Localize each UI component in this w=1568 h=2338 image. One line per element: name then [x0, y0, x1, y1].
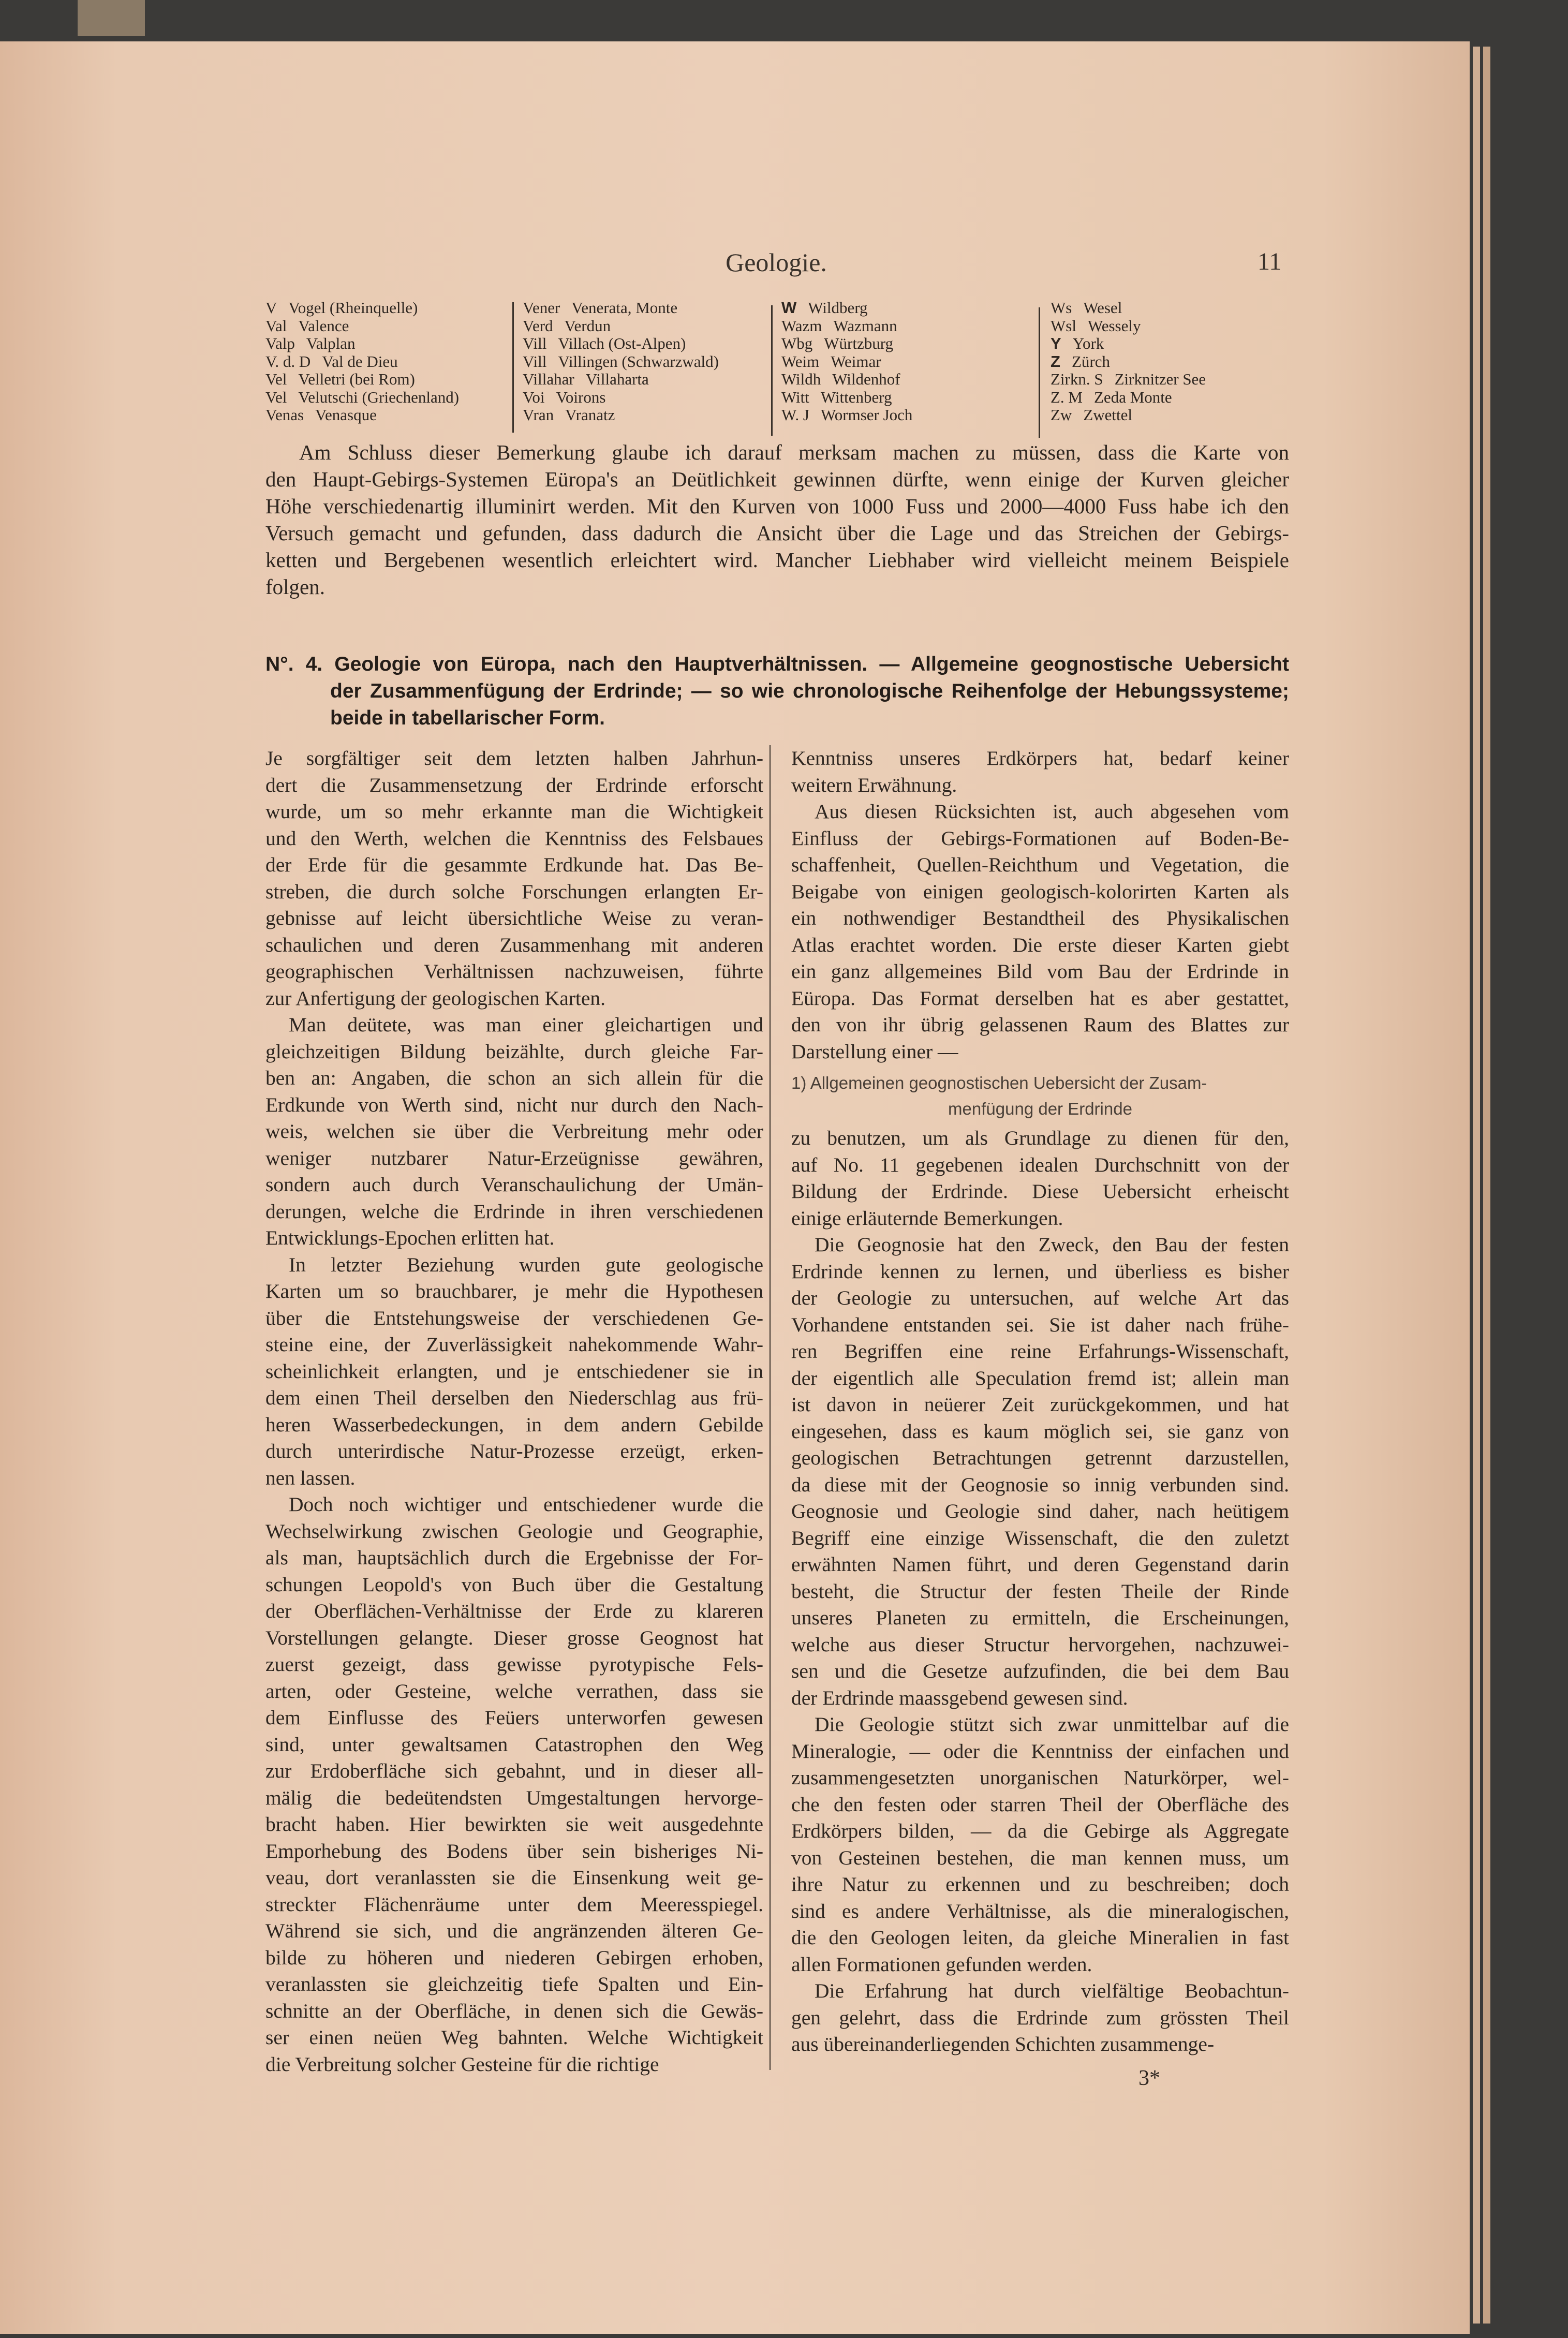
text-line: bilde zu höheren und niederen Gebirgen erhoben, [265, 1946, 763, 1969]
place-name: Vogel (Rheinquelle) [288, 299, 418, 317]
text-line: schungen Leopold's von Buch über die Gestaltung [265, 1573, 763, 1596]
column-divider [771, 305, 773, 436]
text-line: weis, welchen sie über die Verbreitung mehr oder [265, 1120, 763, 1143]
subheading [791, 1070, 1289, 1122]
text-line: Erdkunde von Werth sind, nicht nur durch den Nach- [265, 1093, 763, 1116]
text-line: der Oberflächen-Verhältnisse der Erde zu klareren [265, 1600, 763, 1622]
text-line: Geognosie und Geologie sind daher, nach heütigem [791, 1500, 1289, 1522]
index-entry [265, 406, 459, 424]
index-entry [1051, 335, 1206, 353]
index-entry [523, 317, 719, 335]
text-line: Darstellung einer — [791, 1040, 958, 1063]
paragraph [265, 745, 763, 1012]
abbreviation: Ws [1051, 299, 1072, 317]
place-name: Zürch [1071, 352, 1110, 371]
text-line: Die Geologie stützt sich zwar unmittelbar auf die [815, 1713, 1289, 1736]
text-line: Je sorgfältiger seit dem letzten halben Jahrhun- [265, 747, 763, 770]
paragraph [265, 1252, 763, 1492]
abbreviation: Vel [265, 370, 287, 388]
abbreviation: Weim [781, 352, 820, 371]
text-line: die den Geologen leiten, da gleiche Mineralien in fast [791, 1926, 1289, 1949]
text-line: folgen. [265, 575, 325, 599]
index-entry [523, 353, 719, 371]
abbreviation: Voi [523, 388, 545, 406]
text-line: besteht, die Structur der festen Theile der Rinde [791, 1579, 1289, 1603]
text-line: dem Einflusse des Feüers unterworfen gewesen [265, 1706, 763, 1729]
text-line: auf No. 11 gegebenen idealen Durchschnitt von der [791, 1153, 1289, 1176]
place-name: Val de Dieu [322, 352, 398, 371]
index-entry [523, 335, 719, 353]
abbreviation: Witt [781, 388, 809, 406]
paragraph [791, 1978, 1289, 2058]
text-line: Atlas erachtet worden. Die erste dieser Karten giebt [791, 933, 1289, 956]
text-line: zur Anfertigung der geologischen Karten. [265, 986, 606, 1010]
place-name: York [1072, 334, 1104, 352]
text-line: schaffenheit, Quellen-Reichthum und Vegetation, die [791, 853, 1289, 876]
text-line: ein ganz allgemeines Bild vom Bau der Erdrinde in [791, 960, 1289, 983]
text-line: heren Wasserbedeckungen, in dem andern Gebilde [265, 1413, 763, 1436]
index-entry [523, 299, 719, 317]
bookmark-tab [78, 0, 145, 36]
text-line: zuerst gezeigt, dass gewisse pyrotypische Fels- [265, 1653, 763, 1676]
index-entry [781, 299, 912, 317]
paragraph [265, 1491, 763, 2078]
text-line: steine eine, der Zuverlässigkeit nahekommende Wahr- [265, 1333, 763, 1356]
text-line: mälig die bedeütendsten Umgestaltungen hervorge- [265, 1786, 763, 1809]
paragraph [791, 1232, 1289, 1711]
text-line: Höhe verschiedenartig illuminirt werden. Mit den Kurven von 1000 Fuss und 2000—4000 Fuss habe ich den [265, 494, 1289, 518]
text-line: nen lassen. [265, 1466, 356, 1489]
text-line: Doch noch wichtiger und entschiedener wurde die [289, 1493, 763, 1516]
place-name: Zirknitzer See [1114, 370, 1206, 388]
abbreviation: Verd [523, 316, 553, 335]
index-column [265, 299, 459, 424]
text-line: zu benutzen, um als Grundlage zu dienen für den, [791, 1127, 1289, 1149]
abbreviation: Villahar [523, 370, 574, 388]
text-line: Versuch gemacht und gefunden, dass dadurch die Ansicht über die Lage und das Streichen der Gebirgs- [265, 521, 1289, 545]
column-divider [1039, 307, 1040, 438]
section-heading [265, 651, 1289, 732]
place-name: Wessely [1087, 316, 1141, 335]
text-line: den Haupt-Gebirgs-Systemen Eüropa's an Deütlichkeit gewinnen dürfte, wenn einige der Kurven gleicher [265, 467, 1289, 491]
text-line: weitern Erwähnung. [791, 773, 957, 796]
abbreviation: Z. M [1051, 388, 1083, 406]
abbreviation: Zw [1051, 406, 1072, 424]
text-line: Mineralogie, — oder die Kenntniss der einfachen und [791, 1739, 1289, 1763]
text-line: ketten und Bergebenen wesentlich erleichtert wird. Mancher Liebhaber wird vielleicht meinem Beispiele [265, 548, 1289, 572]
text-line: weniger nutzbarer Natur-Erzeügnisse gewähren, [265, 1146, 763, 1170]
index-entry [265, 389, 459, 407]
index-entry [1051, 406, 1206, 424]
index-column [1051, 299, 1206, 424]
text-line: die Verbreitung solcher Gesteine für die richtige [265, 2052, 659, 2076]
place-name: Valplan [306, 334, 356, 352]
text-line: Vorstellungen gelangte. Dieser grosse Geognost hat [265, 1626, 763, 1649]
abbreviation: Z [1051, 352, 1060, 371]
paragraph [265, 1012, 763, 1252]
abbreviation: W. J [781, 406, 809, 424]
text-line: welche aus dieser Structur hervorgehen, nachzuwei- [791, 1633, 1289, 1656]
place-name: Zeda Monte [1094, 388, 1172, 406]
place-name: Venerata, Monte [571, 299, 678, 317]
paragraph [791, 1711, 1289, 1978]
text-line: scheinlichkeit erlangten, und je entschiedener sie in [265, 1359, 763, 1383]
text-line: Am Schluss dieser Bemerkung glaube ich darauf merksam machen zu müssen, dass die Karte von [299, 440, 1289, 464]
text-line: geographischen Verhältnissen nachzuweisen, führte [265, 960, 763, 983]
paragraph [791, 745, 1289, 798]
place-name: Wormser Joch [820, 406, 913, 424]
place-name: Würtzburg [824, 334, 893, 352]
place-name: Velutschi (Griechenland) [298, 388, 460, 406]
place-name: Zwettel [1083, 406, 1133, 424]
index-entry [781, 353, 912, 371]
index-entry [1051, 353, 1206, 371]
column-divider [770, 745, 771, 2070]
abbreviation: Venas [265, 406, 304, 424]
text-line: Eüropa. Das Format derselben hat es aber gestattet, [791, 986, 1289, 1010]
place-name: Villingen (Schwarzwald) [558, 352, 719, 371]
text-line: ist davon in neüerer Zeit zurückgekommen, und hat [791, 1393, 1289, 1416]
text-line: der Geologie zu untersuchen, auf welche Art das [791, 1286, 1289, 1309]
place-name: Weimar [831, 352, 881, 371]
text-line: unseres Planeten zu ermitteln, die Erscheinungen, [791, 1606, 1289, 1629]
text-line: aus übereinanderliegenden Schichten zusammenge- [791, 2033, 1215, 2055]
text-line: Erdkörpers bilden, — da die Gebirge als Aggregate [791, 1819, 1289, 1842]
paragraph [791, 798, 1289, 1065]
text-line: Man deütete, was man einer gleichartigen und [289, 1013, 763, 1036]
abbreviation: Wildh [781, 370, 821, 388]
abbreviation: Wazm [781, 316, 822, 335]
index-entry [265, 371, 459, 389]
text-line: ren Begriffen eine reine Erfahrungs-Wissenschaft, [791, 1340, 1289, 1363]
text-line: zur Erdoberfläche sich gebahnt, und in dieser all- [265, 1759, 763, 1782]
subheading-line: 1) Allgemeinen geognostischen Uebersicht der Zusam- [791, 1073, 1207, 1092]
index-entry [1051, 299, 1206, 317]
abbreviation: W [781, 299, 797, 317]
index-entry [781, 389, 912, 407]
text-line: Begriff eine einzige Wissenschaft, die den zuletzt [791, 1526, 1289, 1549]
place-name: Villach (Ost-Alpen) [558, 334, 686, 352]
index-entry [523, 406, 719, 424]
index-entry [523, 389, 719, 407]
index-entry [781, 406, 912, 424]
index-entry [265, 335, 459, 353]
text-line: sind, unter gewaltsamen Catastrophen den Weg [265, 1733, 763, 1756]
abbreviation: Valp [265, 334, 295, 352]
signature-mark: 3* [1138, 2066, 1160, 2090]
abbreviation: Wsl [1051, 316, 1076, 335]
abbreviation: Vran [523, 406, 554, 424]
text-line: gleichzeitigen Bildung beizählte, durch gleiche Far- [265, 1040, 763, 1063]
page-edge [1473, 47, 1480, 2324]
text-line: zusammengesetzten unorganischen Naturkörper, wel- [791, 1766, 1289, 1789]
text-line: sen und die Gesetze aufzufinden, die bei dem Bau [791, 1660, 1289, 1682]
text-line: gebnisse auf leicht übersichtliche Weise zu veran- [265, 907, 763, 929]
left-column [265, 745, 763, 2078]
index-entry [523, 371, 719, 389]
text-line: Emporhebung des Bodens über sein bisheriges Ni- [265, 1839, 763, 1862]
text-line: durch unterirdische Natur-Prozesse erzeügt, erken- [265, 1440, 763, 1462]
abbreviation: Val [265, 316, 287, 335]
index-entry [265, 299, 459, 317]
text-line: Beigabe von einigen geologisch-kolorirten Karten als [791, 880, 1289, 903]
text-line: schaulichen und deren Zusammenhang mit anderen [265, 933, 763, 956]
page-number: 11 [1258, 248, 1282, 275]
text-line: von Gesteinen bestehen, die man kennen muss, um [791, 1846, 1289, 1869]
text-line: allen Formationen gefunden werden. [791, 1952, 1092, 1976]
place-name: Velletri (bei Rom) [298, 370, 415, 388]
index-entry [265, 317, 459, 335]
text-line: den von ihr übrig gelassenen Raum des Blattes zur [791, 1013, 1289, 1036]
text-line: streben, die durch solche Forschungen erlangten Er- [265, 880, 763, 903]
text-line: Die Erfahrung hat durch vielfältige Beobachtun- [815, 1979, 1289, 2002]
text-line: der Erde für die gesammte Erdkunde hat. Das Be- [265, 853, 763, 876]
text-line: Die Geognosie hat den Zweck, den Bau der festen [815, 1233, 1289, 1256]
right-column [791, 745, 1289, 2058]
place-name: Wazmann [833, 316, 897, 335]
index-entry [781, 371, 912, 389]
paragraph [791, 1125, 1289, 1232]
place-name: Wittenberg [820, 388, 892, 406]
page-edge [1483, 47, 1490, 2324]
text-line: Einfluss der Gebirgs-Formationen auf Boden-Be- [791, 826, 1289, 850]
abbreviation: Vener [523, 299, 560, 317]
abbreviation: Wbg [781, 334, 813, 352]
text-line: da diese mit der Geognosie so innig verbunden sind. [791, 1473, 1289, 1496]
abbreviation: Vel [265, 388, 287, 406]
text-line: dem einen Theil derselben den Niederschlag aus frü- [265, 1386, 763, 1409]
text-line: dert die Zusammensetzung der Erdrinde erforscht [265, 773, 763, 796]
index-entry [781, 335, 912, 353]
text-line: Bildung der Erdrinde. Diese Uebersicht erheischt [791, 1180, 1289, 1203]
text-line: Erdrinde kennen zu lernen, und überliess es bisher [791, 1260, 1289, 1283]
place-name: Vranatz [565, 406, 615, 424]
text-line: wurde, um so mehr erkannte man die Wichtigkeit [265, 800, 763, 823]
text-line: Entwicklungs-Epochen erlitten hat. [265, 1226, 555, 1249]
text-line: der eigentlich alle Speculation fremd ist; allein man [791, 1366, 1289, 1389]
abbreviation: Zirkn. S [1051, 370, 1103, 388]
place-name: Venasque [315, 406, 377, 424]
text-line: Karten um so brauchbarer, je mehr die Hypothesen [265, 1280, 763, 1303]
text-line: als man, hauptsächlich durch die Ergebnisse der For- [265, 1546, 763, 1569]
text-line: gen gelehrt, dass die Erdrinde zum grössten Theil [791, 2006, 1289, 2029]
intro-paragraph [265, 439, 1289, 600]
index-entry [781, 317, 912, 335]
text-line: schnitte an der Oberfläche, in denen sich die Gewäs- [265, 1999, 763, 2022]
text-line: veau, dort veranlassten sie die Einsenkung weit ge- [265, 1866, 763, 1889]
index-entry [265, 353, 459, 371]
index-column [523, 299, 719, 424]
text-line: In letzter Beziehung wurden gute geologische [289, 1253, 763, 1276]
abbreviation: V [265, 299, 277, 317]
text-line: über die Entstehungsweise der verschiedenen Ge- [265, 1306, 763, 1329]
text-line: ser einen neüen Weg bahnten. Welche Wichtigkeit [265, 2026, 763, 2049]
text-line: geologischen Betrachtungen getrennt darzustellen, [791, 1446, 1289, 1469]
place-name: Wildberg [808, 299, 868, 317]
place-name: Voirons [556, 388, 606, 406]
abbreviation: Vill [523, 352, 547, 371]
text-line: erwähnten Namen führt, und deren Gegenstand darin [791, 1553, 1289, 1576]
text-line: streckter Flächenräume unter dem Meeresspiegel. [265, 1892, 763, 1916]
heading-line: N°. 4. Geologie von Eüropa, nach den Hauptverhältnissen. — Allgemeine geognostische Uebersicht [265, 653, 1289, 675]
text-line: Wechselwirkung zwischen Geologie und Geographie, [265, 1519, 763, 1543]
text-line: ein nothwendiger Bestandtheil des Physikalischen [791, 907, 1289, 929]
text-line: derungen, welche die Erdrinde in ihren verschiedenen [265, 1200, 763, 1223]
text-line: sondern auch durch Veranschaulichung der Umän- [265, 1173, 763, 1196]
text-line: und den Werth, welchen die Kenntniss des Felsbaues [265, 826, 763, 850]
heading-line: beide in tabellarischer Form. [330, 707, 605, 729]
place-name: Valence [298, 316, 349, 335]
place-name: Verdun [564, 316, 611, 335]
text-line: Vorhandene entstanden sei. Sie ist daher nach frühe- [791, 1313, 1289, 1336]
index-entry [1051, 371, 1206, 389]
heading-line: der Zusammenfügung der Erdrinde; — so wie chronologische Reihenfolge der Hebungssysteme; [330, 680, 1289, 702]
text-line: arten, oder Gesteine, welche verrathen, dass sie [265, 1679, 763, 1703]
place-name: Wildenhof [832, 370, 900, 388]
abbreviation: Vill [523, 334, 547, 352]
text-line: der Erdrinde maassgebend gewesen sind. [791, 1686, 1128, 1709]
abbreviation: Y [1051, 334, 1061, 352]
running-header-title: Geologie. [726, 248, 827, 277]
index-column [781, 299, 912, 424]
index-entry [1051, 317, 1206, 335]
place-name: Wesel [1083, 299, 1122, 317]
subheading-line: menfügung der Erdrinde [948, 1099, 1132, 1118]
text-line: Kenntniss unseres Erdkörpers hat, bedarf keiner [791, 747, 1289, 770]
place-name: Villaharta [585, 370, 649, 388]
text-line: Aus diesen Rücksichten ist, auch abgesehen vom [815, 800, 1289, 823]
text-line: eingesehen, dass es kaum möglich sei, sie ganz von [791, 1419, 1289, 1443]
text-line: ben an: Angaben, die schon an sich allein für die [265, 1067, 763, 1089]
text-line: veranlassten sie gleichzeitig tiefe Spalten und Ein- [265, 1973, 763, 1995]
text-line: bracht haben. Hier bewirkten sie weit ausgedehnte [265, 1813, 763, 1836]
text-line: Während sie sich, und die angränzenden älteren Ge- [265, 1919, 763, 1942]
text-line: che den festen oder starren Theil der Oberfläche des [791, 1793, 1289, 1816]
column-divider [512, 302, 514, 433]
text-line: sind es andere Verhältnisse, als die mineralogischen, [791, 1899, 1289, 1922]
text-line: ihre Natur zu erkennen und zu beschreiben; doch [791, 1873, 1289, 1896]
text-line: einige erläuternde Bemerkungen. [791, 1206, 1063, 1230]
abbreviation: V. d. D [265, 352, 311, 371]
index-entry [1051, 389, 1206, 407]
